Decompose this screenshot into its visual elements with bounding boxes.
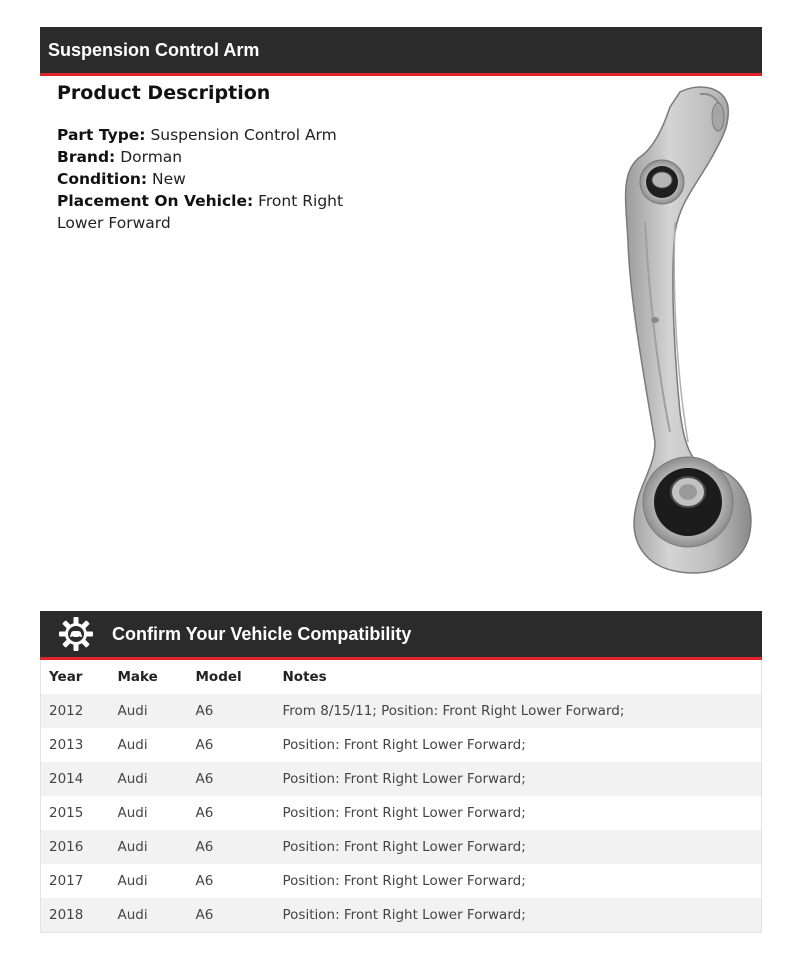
spec-label: Brand: [57,148,116,166]
cell-year: 2015 [49,805,84,821]
spec-placement [57,190,387,234]
cell-model: A6 [195,873,214,889]
table-row [41,796,762,830]
cell-model: A6 [195,805,214,821]
cell-notes: Position: Front Right Lower Forward; [282,737,526,753]
spec-list [57,124,387,234]
cell-make: Audi [117,805,148,821]
column-header-model: Model [195,669,242,685]
spec-label: Placement On Vehicle: [57,192,254,210]
product-description [57,82,387,234]
cell-make: Audi [117,906,148,923]
spec-value: Front Right Lower Forward [57,192,344,232]
gear-car-icon [58,616,94,652]
cell-notes: Position: Front Right Lower Forward; [282,839,526,855]
compatibility-table [40,660,762,933]
cell-model: A6 [195,737,214,753]
table-header-row [41,660,762,694]
cell-model: A6 [195,771,214,787]
spec-value: Dorman [120,148,183,166]
spec-label: Condition: [57,170,148,188]
table-row [41,830,762,864]
spec-value: New [152,170,186,188]
table-row [41,864,762,898]
cell-year: 2017 [49,873,84,889]
cell-year: 2012 [49,703,84,719]
product-title-bar [40,27,762,76]
cell-model: A6 [195,703,214,719]
product-title: Suspension Control Arm [48,39,260,60]
table-row [41,728,762,762]
cell-notes: From 8/15/11; Position: Front Right Lower Forward; [282,703,625,719]
cell-notes: Position: Front Right Lower Forward; [282,771,526,787]
cell-model: A6 [195,906,214,923]
cell-notes: Position: Front Right Lower Forward; [282,906,526,923]
column-header-year: Year [49,669,83,685]
cell-year: 2016 [49,839,84,855]
cell-make: Audi [117,873,148,889]
compatibility-title: Confirm Your Vehicle Compatibility [112,623,412,644]
compatibility-bar [40,611,762,660]
spec-value: Suspension Control Arm [150,126,337,144]
description-heading: Product Description [57,82,271,104]
control-arm-image [600,82,760,582]
column-header-make: Make [117,669,158,685]
cell-model: A6 [195,839,214,855]
spec-brand [57,146,387,168]
table-row [41,898,762,932]
cell-make: Audi [117,771,148,787]
cell-make: Audi [117,737,148,753]
cell-notes: Position: Front Right Lower Forward; [282,873,526,889]
cell-make: Audi [117,703,148,719]
cell-make: Audi [117,839,148,855]
spec-label: Part Type: [57,126,146,144]
cell-year: 2013 [49,737,84,753]
spec-condition [57,168,387,190]
cell-notes: Position: Front Right Lower Forward; [282,805,526,821]
table-row [41,694,762,728]
cell-year: 2018 [49,906,84,923]
table-row [41,762,762,796]
spec-part-type [57,124,387,146]
column-header-notes: Notes [282,669,327,685]
cell-year: 2014 [49,771,84,787]
